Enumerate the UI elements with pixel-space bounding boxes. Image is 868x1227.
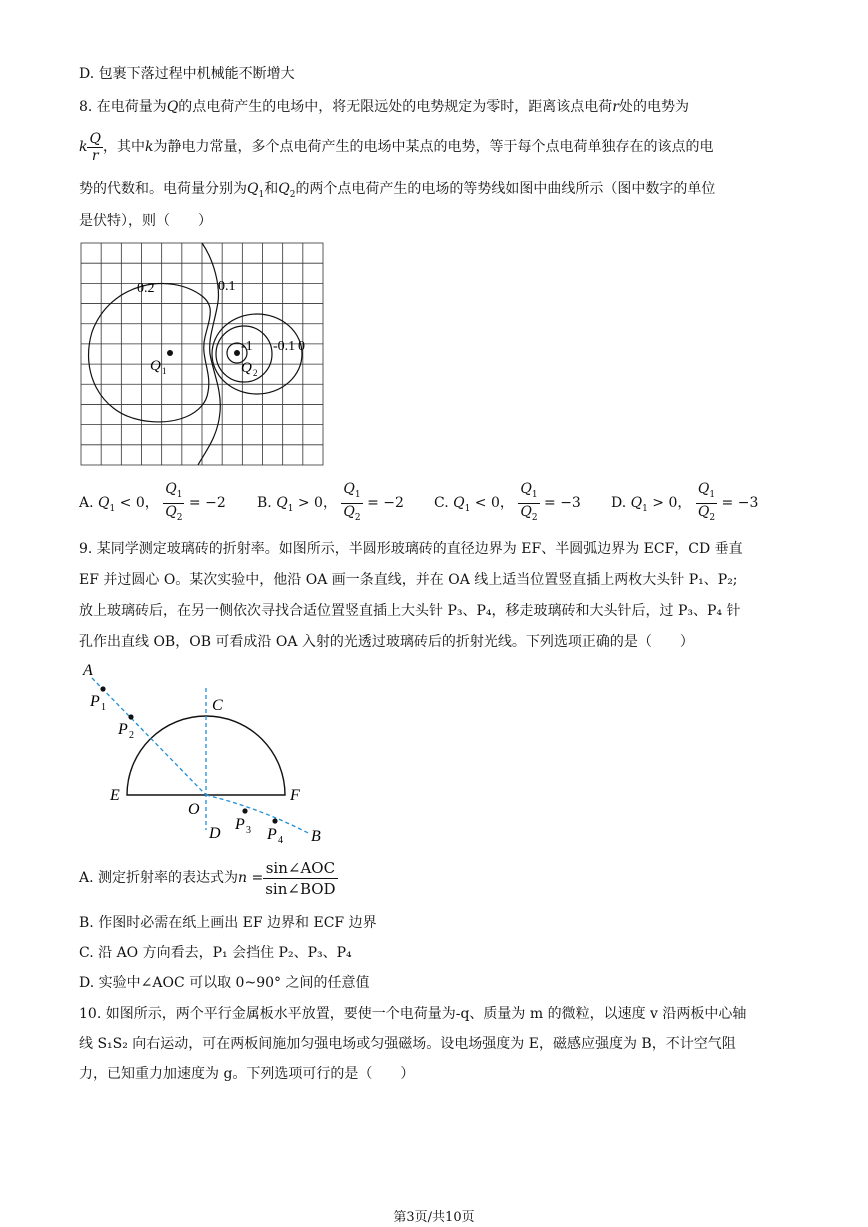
comparison: < 0， (115, 495, 164, 511)
subscript: 2 (354, 512, 361, 523)
charge-ratio-fraction (696, 481, 717, 526)
q9-option-d: D. 实验中∠AOC 可以取 0~90° 之间的任意值 (79, 975, 370, 991)
option-letter: A. (79, 495, 99, 511)
label-q1: Q (150, 358, 161, 374)
fraction-denominator: r (91, 147, 99, 164)
q8-option-d (611, 478, 758, 534)
q8-stem-line-2 (79, 130, 713, 164)
label-minus-1: -1 (241, 339, 253, 354)
label-d: D (209, 825, 221, 842)
label-p4-sub: 4 (278, 835, 283, 846)
subscript: 1 (176, 489, 183, 500)
label-e: E (110, 787, 120, 804)
label-a: A (83, 662, 93, 679)
q9-option-a (79, 857, 338, 899)
label-p1-sub: 1 (101, 702, 106, 713)
symbol-q: Q (630, 495, 643, 511)
option-letter: C. (434, 495, 454, 511)
fraction-denominator (696, 504, 717, 526)
fraction-denominator (341, 504, 362, 526)
q8-text: 的两个点电荷产生的电场的等势线如图中曲线所示（图中数字的单位 (295, 181, 716, 197)
charge-ratio-fraction (341, 481, 362, 526)
fraction-numerator: Q (89, 130, 101, 147)
label-q1-sub: 1 (162, 366, 167, 376)
equipotential-0.2 (89, 284, 211, 422)
symbol-q: Q (453, 495, 465, 511)
q10-stem-line-3: 力，已知重力加速度为 g。下列选项可行的是（ ） (79, 1066, 415, 1082)
q9-stem-line-1: 9. 某同学测定玻璃砖的折射率。如图所示，半圆形玻璃砖的直径边界为 EF、半圆弧边界为 ECF，CD 垂直 (79, 541, 743, 557)
label-p4: P (267, 826, 277, 843)
subscript: 1 (287, 503, 294, 514)
q9-refraction-figure (80, 658, 340, 848)
q8-text: 的点电荷产生的电场中，将无限远处的电势规定为零时，距离该点电荷 (178, 99, 613, 115)
q8-text: 和 (264, 181, 279, 197)
charge-q1-dot (167, 350, 173, 356)
q8-symbol-q2: Q (278, 181, 290, 197)
label-0.1: 0.1 (218, 279, 236, 294)
fraction-denominator (163, 504, 184, 526)
symbol-q: Q (520, 480, 532, 497)
label-p2-sub: 2 (129, 730, 134, 741)
charge-q2-dot (234, 350, 240, 356)
ratio-value: = −3 (717, 495, 759, 511)
page-number: 第3页/共10页 (393, 1210, 475, 1225)
label-o: O (188, 801, 200, 818)
option-letter: B. (257, 495, 277, 511)
q7-option-d: D. 包裹下落过程中机械能不断增大 (79, 66, 295, 82)
q8-text: 处的电势为 (619, 99, 689, 115)
pin-p3 (242, 808, 247, 813)
symbol-q: Q (98, 495, 110, 511)
semicircle-brick (127, 716, 285, 795)
symbol-q: Q (276, 495, 288, 511)
q8-equipotential-figure (80, 242, 325, 467)
label-p2: P (118, 721, 128, 738)
q9-stem-line-3: 放上玻璃砖后，在另一侧依次寻找合适位置竖直插上大头针 P₃、P₄，移走玻璃砖和大头针后，过 P₃、P₄ 针 (79, 603, 741, 619)
subscript: 2 (531, 512, 538, 523)
q8-text: 为静电力常量，多个点电荷产生的电场中某点的电势，等于每个点电荷单独存在的该点的电 (153, 139, 714, 155)
symbol-q: Q (165, 480, 177, 497)
symbol-q: Q (343, 480, 355, 497)
fraction-numerator (341, 481, 362, 504)
fraction-denominator (518, 504, 539, 526)
equipotential-0 (212, 314, 302, 394)
fraction-numerator: sin∠AOC (263, 858, 337, 879)
subscript: 2 (176, 512, 183, 523)
subscript: 1 (642, 503, 648, 514)
subscript: 1 (354, 489, 361, 500)
label-p3-sub: 3 (246, 825, 251, 836)
charge-ratio-fraction (163, 481, 184, 526)
label-0.2: 0.2 (137, 281, 155, 296)
comparison: > 0， (647, 495, 696, 511)
subscript: 2 (289, 189, 296, 200)
label-q2-sub: 2 (253, 368, 258, 378)
comparison: < 0， (470, 495, 519, 511)
q9-option-b: B. 作图时必需在纸上画出 EF 边界和 ECF 边界 (79, 915, 377, 931)
refraction-fraction (263, 858, 337, 899)
q8-symbol-k: k (144, 139, 154, 155)
fraction-denominator: sin∠BOD (265, 879, 336, 898)
subscript: 1 (709, 489, 716, 500)
label-q2: Q (241, 360, 252, 376)
subscript: 2 (709, 512, 716, 523)
equipotential-lines (89, 243, 302, 465)
q9-stem-line-2: EF 并过圆心 O。某次实验中，他沿 OA 画一条直线，并在 OA 线上适当位置竖直插上两枚大头针 P₁、P₂; (79, 572, 738, 588)
symbol-q: Q (697, 503, 710, 520)
q8-option-c (434, 478, 581, 534)
comparison: > 0， (293, 495, 342, 511)
q8-option-a (79, 478, 226, 534)
q10-stem-line-2: 线 S₁S₂ 向右运动，可在两板间施加匀强电场或匀强磁场。设电场强度为 E，磁感应强度为 B，不计空气阻 (79, 1036, 736, 1052)
fraction-numerator (518, 481, 539, 504)
option-text: A. 测定折射率的表达式为 (79, 870, 239, 886)
q8-symbol-r: r (612, 99, 619, 115)
label-0: 0 (298, 339, 305, 354)
ratio-value: = −2 (362, 495, 404, 511)
q8-option-b (257, 478, 404, 534)
pin-p1 (100, 686, 105, 691)
ratio-value: = −2 (184, 495, 226, 511)
symbol-q: Q (343, 503, 355, 520)
equipotential-0.1 (198, 243, 220, 465)
pin-p2 (128, 714, 133, 719)
symbol-q: Q (520, 503, 532, 520)
fraction-numerator (163, 481, 184, 504)
pin-p4 (272, 818, 277, 823)
q8-symbol-k: k (79, 139, 88, 155)
subscript: 1 (109, 503, 116, 514)
q8-symbol-q: Q (166, 99, 179, 115)
label-p1: P (90, 693, 100, 710)
subscript: 1 (258, 189, 265, 200)
q8-potential-fraction (87, 131, 102, 164)
q9-option-c: C. 沿 AO 方向看去，P₁ 会挡住 P₂、P₃、P₄ (79, 945, 352, 961)
q9-stem-line-4: 孔作出直线 OB，OB 可看成沿 OA 入射的光透过玻璃砖后的折射光线。下列选项正确的是（ ） (79, 634, 694, 650)
symbol-n: n = (238, 870, 264, 886)
q8-text: 势的代数和。电荷量分别为 (79, 181, 247, 197)
fraction-numerator (696, 481, 717, 504)
q8-text: 8. 在电荷量为 (79, 99, 167, 115)
grid (81, 243, 323, 465)
q8-text: ，其中 (102, 139, 145, 155)
subscript: 1 (531, 489, 538, 500)
subscript: 1 (464, 503, 471, 514)
q8-stem-line-1 (79, 97, 689, 117)
ratio-value: = −3 (539, 495, 581, 511)
q8-symbol-q1: Q (247, 181, 259, 197)
symbol-q: Q (165, 503, 177, 520)
option-letter: D. (611, 495, 631, 511)
q8-stem-line-3 (79, 179, 715, 205)
label-minus-0.1: -0.1 (273, 339, 296, 354)
charge-ratio-fraction (518, 481, 539, 526)
label-b: B (311, 828, 321, 845)
q10-stem-line-1: 10. 如图所示，两个平行金属板水平放置，要使一个电荷量为-q、质量为 m 的微粒，以速度 v 沿两板中心轴 (79, 1006, 747, 1022)
label-c: C (212, 697, 223, 714)
ray-ao (92, 678, 206, 795)
q8-stem-line-4: 是伏特），则（ ） (79, 213, 212, 229)
label-f: F (290, 787, 300, 804)
label-p3: P (235, 816, 245, 833)
symbol-q: Q (697, 480, 710, 497)
